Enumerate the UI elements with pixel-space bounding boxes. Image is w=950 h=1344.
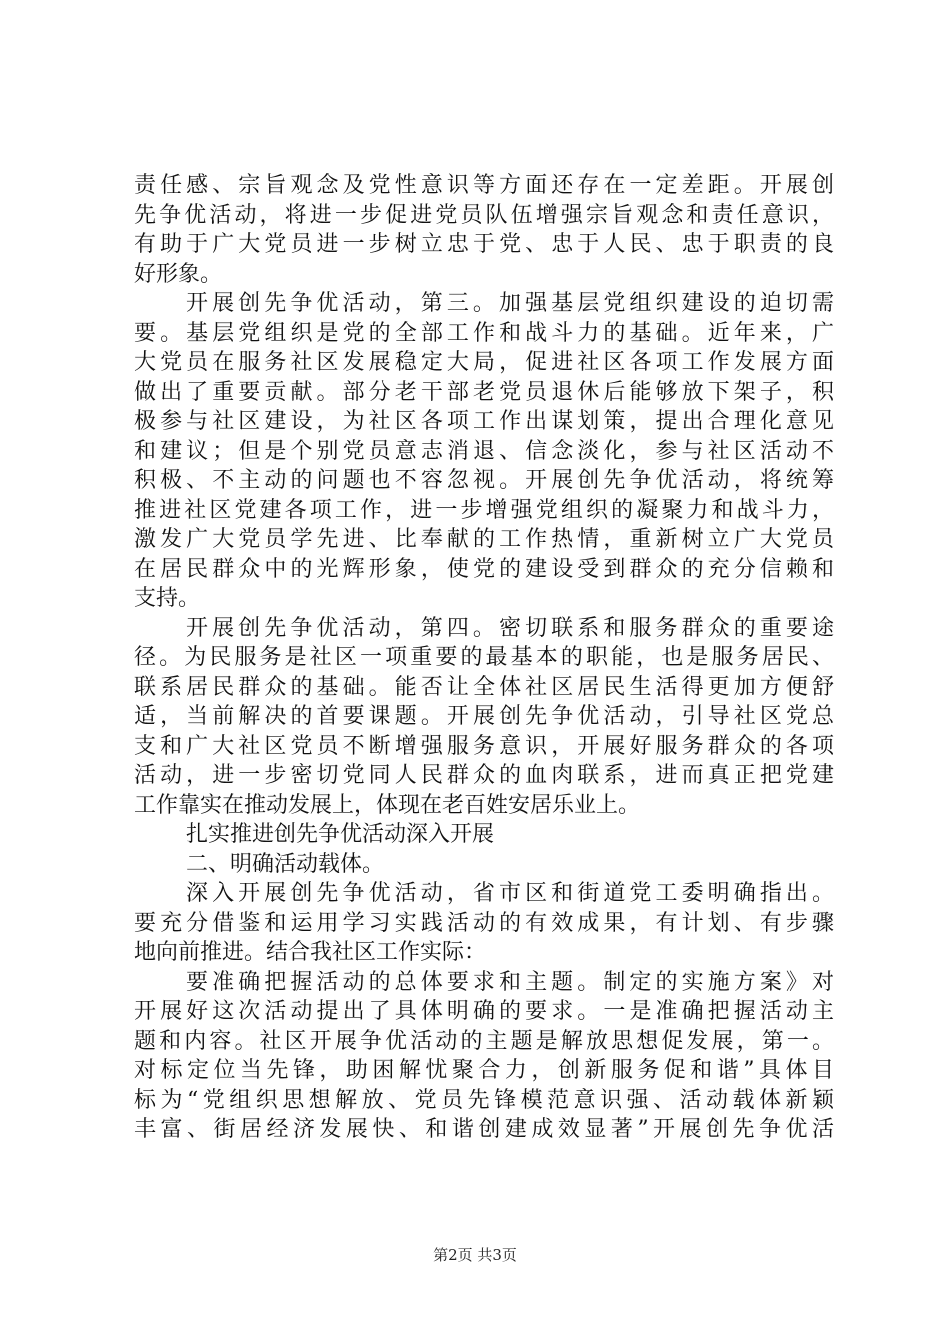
- text-line: 有助于广大党员进一步树立忠于党、忠于人民、忠于职责的良: [134, 232, 834, 257]
- text-line: 开展好这次活动提出了具体明确的要求。一是准确把握活动主: [134, 999, 834, 1024]
- text-line: 对标定位当先锋，助困解忧聚合力，创新服务促和谐”具体目: [134, 1058, 834, 1083]
- text-line: 联系居民群众的基础。能否让全体社区居民生活得更加方便舒: [134, 674, 834, 700]
- page-footer: 第2页 共3页: [433, 1246, 517, 1264]
- text-line: 要准确把握活动的总体要求和主题。制定的实施方案》对: [186, 969, 834, 995]
- text-line: 责任感、宗旨观念及党性意识等方面还存在一定差距。开展创: [134, 173, 834, 198]
- text-line: 大党员在服务社区发展稳定大局，促进社区各项工作发展方面: [134, 350, 834, 375]
- text-line: 开展创先争优活动，第三。加强基层党组织建设的迫切需: [186, 291, 834, 316]
- text-line: 工作靠实在推动发展上，体现在老百姓安居乐业上。: [134, 792, 641, 818]
- text-line: 标为“党组织思想解放、党员先锋模范意识强、活动载体新颖: [134, 1087, 834, 1113]
- text-line: 先争优活动，将进一步促进党员队伍增强宗旨观念和责任意识，: [134, 202, 834, 228]
- text-line: 激发广大党员学先进、比奉献的工作热情，重新树立广大党员: [134, 527, 834, 552]
- text-line: 要充分借鉴和运用学习实践活动的有效成果，有计划、有步骤: [134, 910, 834, 936]
- text-line: 开展创先争优活动，第四。密切联系和服务群众的重要途: [186, 615, 834, 641]
- document-body: [134, 171, 834, 1145]
- text-line: 适，当前解决的首要课题。开展创先争优活动，引导社区党总: [134, 704, 834, 729]
- text-line: 丰富、街居经济发展快、和谐创建成效显著”开展创先争优活: [134, 1117, 834, 1142]
- text-line: 深入开展创先争优活动，省市区和街道党工委明确指出。: [186, 881, 834, 906]
- text-line: 二、明确活动载体。: [186, 851, 385, 877]
- text-line: 地向前推进。结合我社区工作实际：: [134, 940, 487, 965]
- text-line: 推进社区党建各项工作，进一步增强党组织的凝聚力和战斗力，: [134, 497, 834, 523]
- text-line: 活动，进一步密切党同人民群众的血肉联系，进而真正把党建: [134, 763, 834, 788]
- text-line: 题和内容。社区开展争优活动的主题是解放思想促发展，第一。: [134, 1028, 834, 1054]
- text-line: 极参与社区建设，为社区各项工作出谋划策，提出合理化意见: [134, 409, 834, 434]
- text-line: 在居民群众中的光辉形象，使党的建设受到群众的充分信赖和: [134, 556, 834, 582]
- text-line: 支持。: [134, 586, 201, 611]
- text-line: 径。为民服务是社区一项重要的最基本的职能，也是服务居民、: [134, 645, 834, 670]
- text-line: 扎实推进创先争优活动深入开展: [186, 822, 495, 847]
- text-line: 积极、不主动的问题也不容忽视。开展创先争优活动，将统筹: [134, 468, 834, 493]
- text-line: 好形象。: [134, 261, 223, 287]
- text-line: 和建议；但是个别党员意志消退、信念淡化，参与社区活动不: [134, 438, 834, 464]
- text-line: 做出了重要贡献。部分老干部老党员退休后能够放下架子，积: [134, 379, 834, 405]
- text-line: 支和广大社区党员不断增强服务意识，开展好服务群众的各项: [134, 733, 834, 759]
- text-line: 要。基层党组织是党的全部工作和战斗力的基础。近年来，广: [134, 320, 834, 346]
